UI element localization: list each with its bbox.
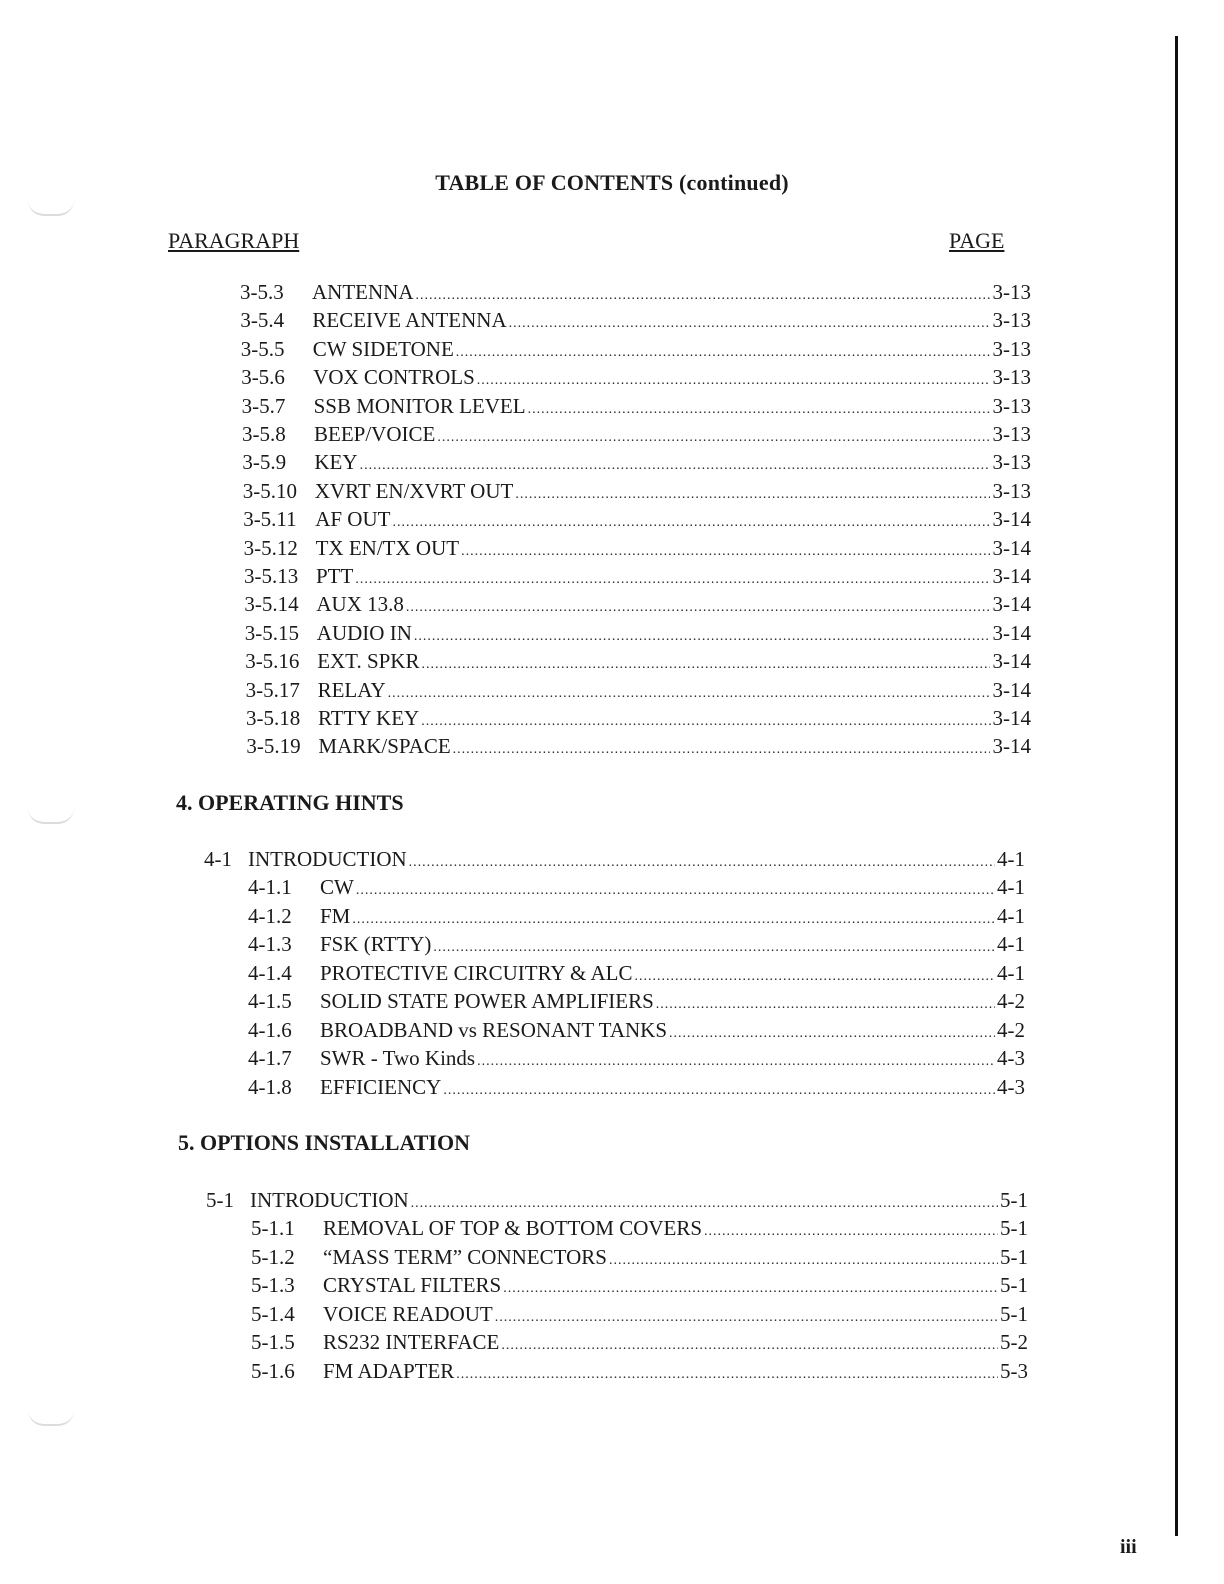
toc-entry-title: FSK (RTTY)	[320, 932, 432, 956]
toc-entry[interactable]	[248, 1016, 1025, 1044]
dot-leader	[669, 1016, 995, 1048]
toc-entry-number: 3-5.9	[242, 450, 287, 475]
toc-entry[interactable]	[240, 278, 1031, 306]
toc-entry[interactable]	[248, 987, 1025, 1015]
toc-entry-page: 4-3	[997, 1074, 1025, 1099]
toc-entry-title: EXT. SPKR	[317, 649, 420, 674]
dot-leader	[509, 306, 991, 338]
toc-entry-number: 5-1.2	[251, 1244, 295, 1269]
toc-entry-title: AF OUT	[315, 507, 391, 532]
toc-entry-page: 5-1	[1000, 1273, 1028, 1298]
toc-entry-number: 3-5.8	[242, 422, 286, 446]
toc-entry-page: 4-1	[997, 847, 1025, 871]
toc-entry[interactable]	[251, 1328, 1028, 1356]
dot-leader	[414, 619, 991, 651]
toc-entry-title: RECEIVE ANTENNA	[312, 308, 507, 333]
toc-entry[interactable]	[245, 647, 1031, 675]
toc-entry-number: 5-1.5	[251, 1330, 295, 1355]
toc-entry[interactable]	[248, 959, 1025, 987]
dot-leader	[352, 902, 995, 934]
toc-entry-title: INTRODUCTION	[250, 1188, 409, 1212]
toc-entry-number: 4-1.4	[248, 960, 292, 985]
dot-leader	[704, 1214, 998, 1246]
dot-leader	[356, 873, 995, 905]
toc-entry-page: 3-14	[992, 592, 1031, 617]
dot-leader	[421, 704, 990, 736]
toc-entry-page: 3-14	[992, 507, 1031, 532]
dot-leader	[415, 278, 990, 310]
toc-entry-page: 3-14	[992, 620, 1031, 645]
toc-entry-title: AUDIO IN	[316, 620, 412, 645]
toc-entry-title: FM	[320, 903, 351, 928]
toc-entry-title: VOICE READOUT	[323, 1301, 493, 1326]
toc-entry[interactable]	[246, 704, 1031, 732]
toc-entry-number: 4-1.7	[248, 1046, 292, 1070]
toc-entry-page: 3-13	[992, 336, 1031, 361]
toc-entry[interactable]	[243, 505, 1031, 533]
toc-entry-number: 4-1.6	[248, 1017, 292, 1042]
toc-entry[interactable]	[244, 590, 1031, 618]
toc-entry-number: 5-1.3	[251, 1273, 295, 1298]
toc-entry[interactable]	[241, 363, 1031, 391]
dot-leader	[355, 562, 990, 594]
toc-entry-title: PROTECTIVE CIRCUITRY & ALC	[320, 960, 633, 985]
dot-leader	[501, 1328, 998, 1360]
punch-hole-mark	[28, 200, 74, 216]
toc-entry-title: CW SIDETONE	[312, 336, 454, 361]
toc-entry-title: BEEP/VOICE	[314, 422, 436, 446]
paragraph-column-header: PARAGRAPH	[168, 228, 300, 253]
toc-entry-title: TX EN/TX OUT	[315, 535, 460, 560]
toc-entry-number: 3-5.14	[244, 592, 299, 617]
dot-leader	[406, 590, 991, 622]
toc-entry-title: KEY	[314, 450, 358, 475]
toc-entry-number: 3-5.5	[240, 336, 285, 361]
toc-entry-intro[interactable]	[206, 1186, 1028, 1214]
toc-entry[interactable]	[248, 873, 1025, 901]
toc-entry[interactable]	[251, 1357, 1028, 1385]
toc-entry-intro[interactable]	[204, 845, 1025, 873]
toc-entry-page: 3-13	[992, 450, 1031, 475]
toc-entry-page: 3-13	[992, 280, 1031, 304]
toc-entry[interactable]	[242, 448, 1031, 476]
toc-entry-page: 5-1	[1000, 1216, 1028, 1240]
right-margin-rule	[1175, 36, 1178, 1536]
toc-entry-number: 3-5.17	[245, 677, 300, 702]
toc-entry-page: 5-1	[1000, 1188, 1028, 1212]
dot-leader	[515, 477, 990, 509]
toc-entry[interactable]	[242, 420, 1031, 448]
toc-entry[interactable]	[244, 534, 1031, 562]
toc-entry[interactable]	[241, 335, 1031, 363]
toc-entry-page: 4-3	[997, 1046, 1025, 1070]
toc-entry-title: RS232 INTERFACE	[323, 1330, 500, 1355]
dot-leader	[635, 959, 996, 991]
toc-entry-number: 3-5.18	[246, 706, 301, 730]
toc-entry-title: CW	[320, 875, 354, 899]
page-column-header: PAGE	[949, 228, 1005, 253]
toc-entry[interactable]	[244, 562, 1031, 590]
toc-entry-title: CRYSTAL FILTERS	[323, 1273, 502, 1298]
toc-entry-number: 3-5.6	[241, 365, 285, 390]
dot-leader	[656, 987, 995, 1019]
toc-entry-page: 4-1	[997, 875, 1025, 899]
toc-entry-title: “MASS TERM” CONNECTORS	[323, 1244, 607, 1269]
toc-entry-number: 4-1.3	[248, 932, 292, 956]
dot-leader	[503, 1271, 998, 1303]
punch-hole-mark	[28, 808, 74, 824]
toc-entry-page: 3-14	[992, 677, 1031, 702]
toc-entry-title: PTT	[316, 564, 354, 588]
toc-entry-page: 3-14	[992, 649, 1031, 674]
toc-entry-page: 3-14	[992, 564, 1031, 588]
toc-entry-number: 4-1.8	[248, 1074, 292, 1099]
toc-entry-number: 5-1.4	[251, 1301, 295, 1326]
toc-entry[interactable]	[251, 1214, 1028, 1242]
toc-entry-number: 5-1	[206, 1188, 234, 1212]
toc-entry-title: EFFICIENCY	[320, 1074, 442, 1099]
toc-entry-page: 5-3	[1000, 1359, 1028, 1383]
toc-entry-page: 3-13	[992, 393, 1031, 418]
toc-entry-number: 4-1	[204, 847, 232, 871]
toc-entry-number: 3-5.16	[245, 649, 300, 674]
toc-entry-number: 4-1.5	[248, 989, 292, 1013]
toc-entry-number: 5-1.1	[251, 1216, 295, 1240]
toc-entry-title: REMOVAL OF TOP & BOTTOM COVERS	[323, 1216, 703, 1240]
toc-entry-title: RTTY KEY	[318, 706, 420, 730]
toc-entry[interactable]	[240, 306, 1031, 334]
dot-leader	[421, 647, 990, 679]
toc-entry-number: 3-5.12	[243, 535, 298, 560]
toc-entry[interactable]	[248, 1044, 1025, 1072]
dot-leader	[443, 1073, 995, 1105]
toc-entry-title: SOLID STATE POWER AMPLIFIERS	[320, 989, 654, 1013]
toc-entry-page: 3-13	[992, 308, 1031, 333]
toc-entry-page: 4-1	[997, 932, 1025, 956]
page-number: iii	[1120, 1536, 1137, 1558]
section-5-heading: 5. OPTIONS INSTALLATION	[178, 1130, 470, 1155]
toc-entry-number: 3-5.7	[241, 393, 286, 418]
toc-entry-title: SWR - Two Kinds	[320, 1046, 476, 1070]
dot-leader	[433, 930, 995, 962]
toc-entry[interactable]	[245, 619, 1031, 647]
toc-entry[interactable]	[246, 732, 1031, 760]
toc-entry-page: 5-1	[1000, 1244, 1028, 1269]
dot-leader	[437, 420, 990, 452]
toc-entry-title: ANTENNA	[312, 280, 414, 304]
toc-entry-number: 3-5.19	[246, 734, 301, 759]
toc-entry[interactable]	[251, 1300, 1028, 1328]
toc-entry-title: INTRODUCTION	[248, 847, 407, 871]
toc-entry-title: FM ADAPTER	[323, 1359, 455, 1383]
toc-entry-number: 5-1.6	[251, 1359, 295, 1383]
toc-entry-page: 4-2	[997, 1017, 1025, 1042]
toc-entry-page: 4-1	[997, 903, 1025, 928]
dot-leader	[453, 732, 991, 764]
toc-entry[interactable]	[242, 392, 1031, 420]
toc-entry-page: 3-13	[992, 365, 1031, 390]
toc-entry-number: 3-5.10	[242, 478, 298, 503]
dot-leader	[477, 1044, 995, 1076]
toc-entry[interactable]	[251, 1243, 1028, 1271]
dot-leader	[461, 534, 990, 566]
toc-entry[interactable]	[248, 930, 1025, 958]
toc-entry-number: 3-5.3	[240, 280, 284, 304]
toc-entry[interactable]	[248, 902, 1025, 930]
toc-entry-page: 4-1	[997, 960, 1025, 985]
toc-entry[interactable]	[246, 676, 1031, 704]
toc-entry[interactable]	[243, 477, 1031, 505]
toc-entry-page: 3-13	[992, 478, 1031, 503]
toc-entry-title: VOX CONTROLS	[313, 365, 475, 390]
toc-entry-number: 4-1.1	[248, 875, 292, 899]
toc-entry-number: 3-5.4	[240, 308, 285, 333]
toc-entry-title: XVRT EN/XVRT OUT	[314, 478, 514, 503]
toc-entry-title: AUX 13.8	[316, 592, 404, 617]
section-4-heading: 4. OPERATING HINTS	[176, 790, 404, 815]
dot-leader	[609, 1243, 998, 1275]
toc-entry-page: 4-2	[997, 989, 1025, 1013]
dot-leader	[528, 392, 991, 424]
toc-entry-page: 5-1	[1000, 1301, 1028, 1326]
toc-entry-title: BROADBAND vs RESONANT TANKS	[320, 1017, 668, 1042]
dot-leader	[456, 335, 991, 367]
dot-leader	[388, 676, 991, 708]
page-title: TABLE OF CONTENTS (continued)	[435, 170, 789, 195]
toc-entry[interactable]	[248, 1073, 1025, 1101]
toc-entry-page: 3-14	[992, 734, 1031, 759]
dot-leader	[456, 1357, 998, 1389]
toc-entry-title: RELAY	[317, 677, 386, 702]
toc-entry-number: 3-5.15	[244, 620, 300, 645]
toc-entry-title: MARK/SPACE	[318, 734, 451, 759]
toc-entry-number: 3-5.13	[244, 564, 299, 588]
toc-entry[interactable]	[251, 1271, 1028, 1299]
punch-hole-mark	[28, 1410, 74, 1426]
toc-entry-number: 3-5.11	[243, 507, 297, 532]
dot-leader	[477, 363, 991, 395]
toc-entry-page: 3-13	[992, 422, 1031, 446]
dot-leader	[360, 448, 991, 480]
toc-entry-number: 4-1.2	[248, 903, 292, 928]
dot-leader	[495, 1300, 998, 1332]
toc-entry-page: 3-14	[992, 535, 1031, 560]
toc-entry-page: 5-2	[1000, 1330, 1028, 1355]
toc-entry-title: SSB MONITOR LEVEL	[313, 393, 526, 418]
dot-leader	[392, 505, 990, 537]
toc-entry-page: 3-14	[992, 706, 1031, 730]
